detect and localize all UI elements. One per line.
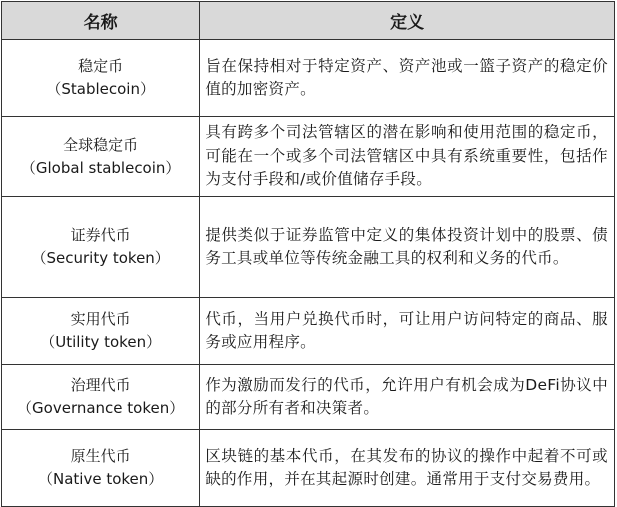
table-row [2,40,615,117]
term-cell [2,40,200,117]
term-chinese: 全球稳定币 [63,135,139,154]
table-row [2,197,615,298]
definition-cell: 提供类似于证券监管中定义的集体投资计划中的股票、债务工具或单位等传统金融工具的权利和义务的代币。 [200,197,615,298]
term-cell [2,298,200,365]
term-cell [2,430,200,507]
term-english: （Security token） [31,249,170,267]
term-cell [2,197,200,298]
header-definition: 定义 [200,2,615,40]
term-english: （Utility token） [40,333,162,351]
definition-cell: 作为激励而发行的代币，允许用户有机会成为DeFi协议中的部分所有者和决策者。 [200,365,615,430]
definition-cell: 旨在保持相对于特定资产、资产池或一篮子资产的稳定价值的加密资产。 [200,40,615,117]
definition-cell: 具有跨多个司法管辖区的潜在影响和使用范围的稳定币，可能在一个或多个司法管辖区中具有系统重要性，包括作为支付手段和/或价值储存手段。 [200,117,615,197]
table-row [2,298,615,365]
term-english: （Global stablecoin） [20,158,181,177]
term-chinese: 证券代币 [70,226,131,244]
definition-cell: 代币，当用户兑换代币时，可让用户访问特定的商品、服务或应用程序。 [200,298,615,365]
term-english: （Governance token） [17,399,185,417]
term-english: （Stablecoin） [46,80,155,98]
definitions-table [1,1,615,507]
table-row [2,117,615,197]
term-chinese: 原生代币 [70,447,131,465]
term-chinese: 实用代币 [70,310,131,328]
header-name: 名称 [2,2,200,40]
definition-cell: 区块链的基本代币，在其发布的协议的操作中起着不可或缺的作用，并在其起源时创建。通常用于支付交易费用。 [200,430,615,507]
term-cell [2,365,200,430]
term-english: （Native token） [38,470,164,488]
header-row [2,2,615,40]
table-row [2,430,615,507]
term-chinese: 治理代币 [70,376,131,394]
term-cell [2,117,200,197]
term-chinese: 稳定币 [78,57,124,75]
table-row [2,365,615,430]
